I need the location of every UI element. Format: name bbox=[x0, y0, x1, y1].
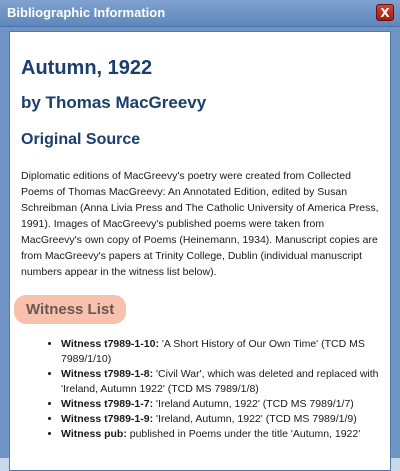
witness-id: Witness t7989-1-9: bbox=[61, 413, 154, 425]
list-item bbox=[61, 412, 383, 427]
witness-list bbox=[21, 337, 383, 442]
witness-description: published in Poems under the title 'Autumn, 1922' bbox=[126, 428, 361, 440]
author-heading: by Thomas MacGreevy bbox=[21, 93, 207, 112]
content-panel bbox=[9, 31, 391, 471]
witness-id: Witness t7989-1-8: bbox=[61, 368, 154, 380]
witness-id: Witness t7989-1-7: bbox=[61, 398, 154, 410]
window-title: Bibliographic Information bbox=[7, 5, 166, 20]
witness-list-heading: Witness List bbox=[14, 295, 126, 324]
witness-id: Witness pub: bbox=[61, 428, 127, 440]
witness-description: 'Ireland, Autumn, 1922' (TCD MS 7989/1/9) bbox=[153, 413, 357, 425]
close-button[interactable]: X bbox=[376, 4, 394, 21]
list-item bbox=[61, 337, 383, 367]
witness-description: 'Civil War', which was deleted and replaced with 'Ireland, Autumn 1922' (TCD MS 7989/1/8) bbox=[61, 368, 379, 395]
witness-id: Witness t7989-1-10: bbox=[61, 338, 159, 350]
source-description: Diplomatic editions of MacGreevy's poetry were created from Collected Poems of Thomas MacGreevy: An Annotated Edition, edited by Susan Schreibman (Anna Livia Press and The Catholic University of America Press, 1991). Images of MacGreevy's published poems were taken from MacGreevy's own copy of Poems (Heinemann, 1934). Manuscript copies are from MacGreevy's papers at Trinity College, Dublin (individual manuscript numbers appear in the witness list below). bbox=[21, 170, 379, 278]
witness-description: 'A Short History of Our Own Time' (TCD MS 7989/1/10) bbox=[61, 338, 365, 365]
original-source-heading: Original Source bbox=[21, 131, 141, 148]
window-titlebar[interactable] bbox=[0, 0, 400, 27]
list-item bbox=[61, 397, 383, 412]
list-item bbox=[61, 427, 383, 442]
list-item bbox=[61, 367, 383, 397]
witness-description: 'Ireland Autumn, 1922' (TCD MS 7989/1/7) bbox=[153, 398, 354, 410]
poem-title: Autumn, 1922 bbox=[21, 57, 153, 79]
